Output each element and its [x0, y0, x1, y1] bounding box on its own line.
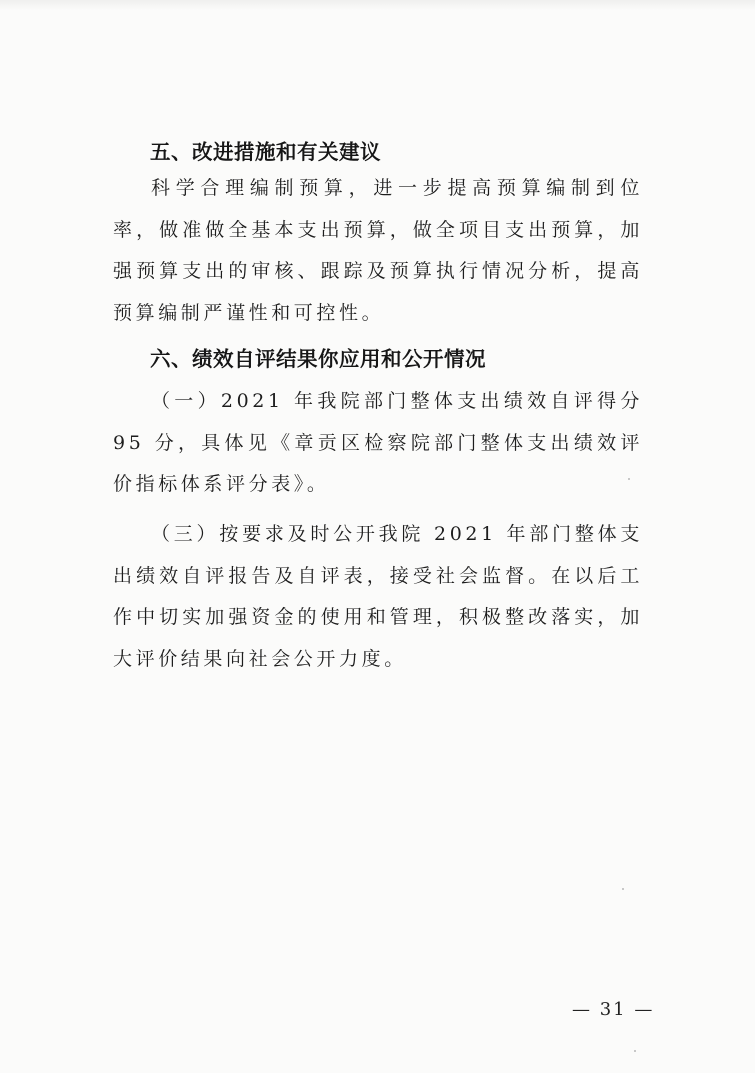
section-heading-self-evaluation-results: 六、绩效自评结果你应用和公开情况: [150, 347, 486, 371]
scan-speck: [628, 478, 630, 480]
scan-speck: [622, 888, 624, 890]
paragraph-self-evaluation-score: （一）2021 年我院部门整体支出绩效自评得分 95 分，具体见《章贡区检察院部门整体支出绩效评价指标体系评分表》。: [113, 390, 643, 495]
paragraph-disclosure-and-supervision: （三）按要求及时公开我院 2021 年部门整体支出绩效自评报告及自评表，接受社会监督。在以后工作中切实加强资金的使用和管理，积极整改落实，加大评价结果向社会公开力度。: [113, 523, 643, 670]
paragraph-improvement-measures: 科学合理编制预算，进一步提高预算编制到位率，做准做全基本支出预算，做全项目支出预算，加强预算支出的审核、跟踪及预算执行情况分析，提高预算编制严谨性和可控性。: [113, 177, 643, 324]
page-number: — 31 —: [572, 999, 655, 1020]
scan-speck: [634, 1050, 636, 1052]
section-heading-improvement-measures: 五、改进措施和有关建议: [150, 140, 381, 164]
